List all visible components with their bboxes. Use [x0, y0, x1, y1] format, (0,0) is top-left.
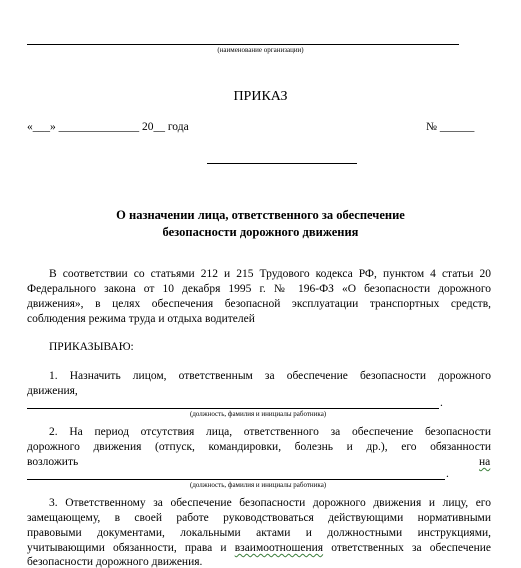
- item2-employee-line[interactable]: [27, 479, 445, 480]
- preamble-line-1: В соответствии со статьями 212 и 215 Трудового кодекса РФ, пунктом 4 статьи 20: [49, 268, 491, 280]
- item2-line-3-left: возложить: [27, 456, 79, 468]
- item2-line-1: 2. На период отсутствия лица, ответственного за обеспечение безопасности: [49, 426, 491, 438]
- item2-period: .: [446, 468, 449, 480]
- item2-line-3-right: на: [479, 456, 491, 468]
- item1-employee-line[interactable]: [27, 408, 439, 409]
- page-title: ПРИКАЗ: [233, 89, 288, 104]
- item2-line-2: дорожного движения (отпуск, командировки, болезнь и др.), его обязанности: [27, 441, 491, 453]
- item3-line-5: безопасности дорожного движения.: [27, 556, 203, 568]
- item3-line-4: [27, 542, 491, 554]
- place-line[interactable]: [207, 163, 357, 164]
- item2-caption: (должность, фамилия и инициалы работника): [190, 481, 327, 489]
- item3-line-3: правовыми документами, локальными актами и должностными инструкциями,: [27, 527, 491, 539]
- preamble-line-3: движения», в целях обеспечения безопасной эксплуатации транспортных средств,: [27, 298, 491, 310]
- item3-line-2: замещающему, в своей работе руководствоваться действующими нормативными: [27, 512, 491, 524]
- item1-line-1: 1. Назначить лицом, ответственным за обеспечение безопасности дорожного: [49, 370, 491, 382]
- item3-line-4-b: взаимоотношения: [234, 542, 324, 554]
- order-date-field[interactable]: «___» ______________ 20__ года: [27, 121, 189, 133]
- item3-line-4-c: ответственных за обеспечение: [323, 542, 491, 554]
- order-subject-line-1: О назначении лица, ответственного за обеспечение: [116, 208, 405, 222]
- item1-caption: (должность, фамилия и инициалы работника): [190, 410, 327, 418]
- order-subject-line-2: безопасности дорожного движения: [162, 225, 359, 239]
- item3-line-4-a: учитывающими обязанности, права и: [27, 542, 235, 554]
- preamble-line-4: соблюдения режима труда и отдыха водителей: [27, 313, 255, 325]
- organization-caption: (наименование организации): [217, 46, 304, 54]
- item3-line-1: 3. Ответственному за обеспечение безопасности дорожного движения и лицу, его: [49, 497, 491, 509]
- order-number-field[interactable]: № ______: [426, 121, 475, 133]
- item1-period: .: [440, 397, 443, 409]
- organization-name-line[interactable]: [27, 44, 459, 45]
- command-heading: ПРИКАЗЫВАЮ:: [49, 341, 134, 353]
- item1-line-2: движения,: [27, 385, 78, 397]
- preamble-line-2: Федерального закона от 10 декабря 1995 г. № 196-ФЗ «О безопасности дорожного: [27, 283, 491, 295]
